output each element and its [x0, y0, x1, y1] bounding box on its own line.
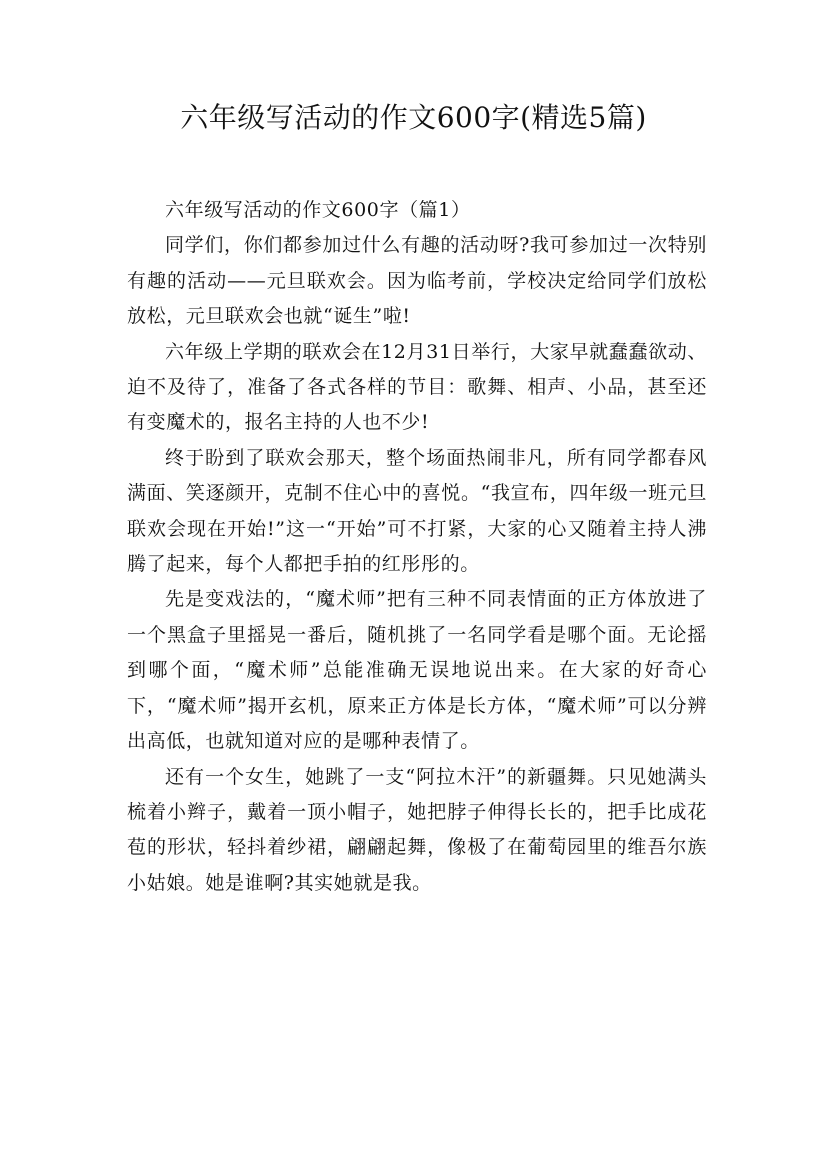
document-title: 六年级写活动的作文600字(精选5篇) [180, 101, 647, 134]
paragraph: 同学们，你们都参加过什么有趣的活动呀?我可参加过一次特别有趣的活动——元旦联欢会。因为临考前，学校决定给同学们放松放松，元旦联欢会也就“诞生”啦! [127, 234, 707, 328]
paragraph: 还有一个女生，她跳了一支“阿拉木汗”的新疆舞。只见她满头梳着小辫子，戴着一顶小帽子，她把脖子伸得长长的，把手比成花苞的形状，轻抖着纱裙，翩翩起舞，像极了在葡萄园里的维吾尔族小姑娘。她是谁啊?其实她就是我。 [127, 765, 707, 894]
paragraph: 六年级上学期的联欢会在12月31日举行，大家早就蠢蠢欲动、迫不及待了，准备了各式各样的节目：歌舞、相声、小品，甚至还有变魔术的，报名主持的人也不少! [127, 340, 707, 434]
document-body [127, 193, 707, 901]
section-heading: 六年级写活动的作文600字（篇1） [165, 199, 471, 221]
paragraph: 终于盼到了联欢会那天，整个场面热闹非凡，所有同学都春风满面、笑逐颜开，克制不住心中的喜悦。“我宣布，四年级一班元旦联欢会现在开始!”这一“开始”可不打紧，大家的心又随着主持人沸腾了起来，每个人都把手拍的红彤彤的。 [127, 446, 707, 576]
paragraph: 先是变戏法的，“魔术师”把有三种不同表情面的正方体放进了一个黑盒子里摇晃一番后，随机挑了一名同学看是哪个面。无论摇到哪个面，“魔术师”总能准确无误地说出来。在大家的好奇心下，“魔术师”揭开玄机，原来正方体是长方体，“魔术师”可以分辨出高低，也就知道对应的是哪种表情了。 [127, 588, 707, 753]
